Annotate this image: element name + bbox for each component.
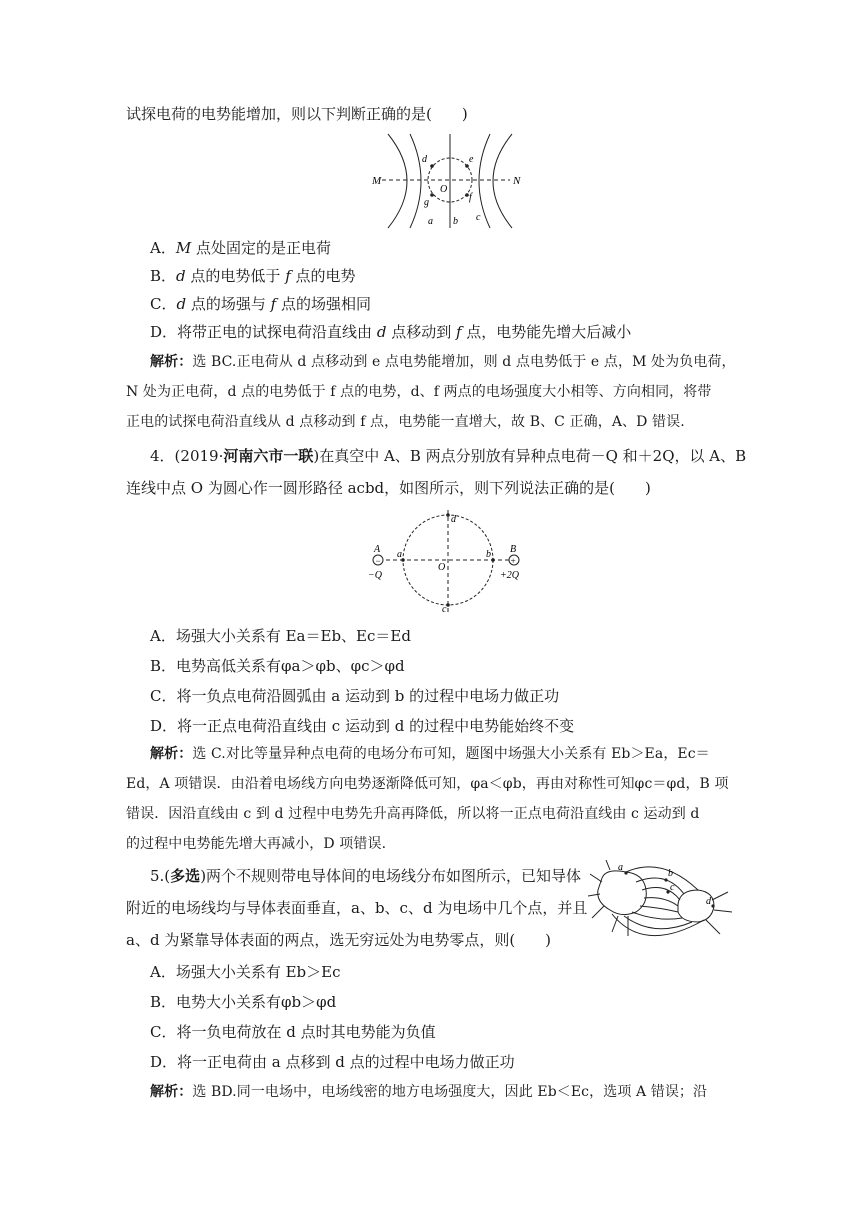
- q4-stem-line-1: 4．(2019·河南六市一联)在真空中 A、B 两点分别放有异种点电荷－Q 和＋2Q，以 A、B: [150, 447, 747, 465]
- q4-stem-line-2: 连线中点 O 为圆心作一圆形路径 acbd，如图所示，则下列说法正确的是( ): [126, 479, 651, 497]
- label-d: d: [706, 896, 711, 907]
- label-A: A: [374, 544, 381, 555]
- label-a: a: [618, 862, 623, 873]
- q3-option-c: C．d 点的场强与 f 点的场强相同: [150, 295, 371, 313]
- label-d: d: [422, 154, 427, 165]
- q3-option-b: B．d 点的电势低于 f 点的电势: [150, 267, 356, 285]
- q5-stem-line-3: a、d 为紧靠导体表面的两点，选无穷远处为电势零点，则( ): [126, 931, 552, 949]
- label-a: a: [428, 216, 433, 227]
- q3-solution-line-1: 解析：选 BC.正电荷从 d 点移动到 e 点电势能增加，则 d 点电势低于 e 点，M 处为负电荷，: [150, 354, 736, 370]
- q4-solution-line-3: 错误．因沿直线由 c 到 d 过程中电势先升高再降低，所以将一正点电荷沿直线由 c 运动到 d: [126, 806, 700, 822]
- plus-sign: +: [510, 556, 517, 566]
- q3-field-figure: [370, 132, 530, 230]
- label-c: c: [442, 604, 447, 614]
- label-f: f: [469, 192, 472, 203]
- solution-label: 解析：: [150, 354, 193, 370]
- q4-solution-line-1: 解析：选 C.对比等量异种点电荷的电场分布可知，题图中场强大小关系有 Eb＞Ea，Ec＝: [150, 746, 710, 762]
- q4-circle-figure: [366, 508, 526, 614]
- q4-option-a: A．场强大小关系有 Ea＝Eb、Ec＝Ed: [150, 627, 411, 645]
- q5-option-b: B．电势大小关系有φb＞φd: [150, 993, 337, 1011]
- label-M: M: [372, 175, 382, 187]
- q5-option-c: C．将一负电荷放在 d 点时其电势能为负值: [150, 1023, 436, 1041]
- label-O: O: [440, 184, 448, 195]
- label-g: g: [424, 197, 429, 208]
- q3-option-d: D．将带正电的试探电荷沿直线由 d 点移动到 f 点，电势能先增大后减小: [150, 323, 632, 341]
- q5-stem-line-2: 附近的电场线均与导体表面垂直，a、b、c、d 为电场中几个点，并且: [126, 899, 588, 917]
- label-b: b: [453, 216, 458, 227]
- solution-label: 解析：: [150, 1084, 193, 1100]
- q5-solution-line-1: 解析：选 BD.同一电场中，电场线密的地方电场强度大，因此 Eb＜Ec，选项 A 错误；沿: [150, 1084, 708, 1100]
- q4-option-b: B．电势高低关系有φa＞φb、φc＞φd: [150, 657, 405, 675]
- label-c: c: [670, 882, 675, 893]
- q5-conductor-field-figure: [588, 860, 736, 958]
- label-e: e: [469, 154, 474, 165]
- label-O: O: [438, 562, 446, 573]
- q4-source: 河南六市一联: [223, 447, 314, 465]
- q4-solution-line-4: 的过程中电势能先增大再减小，D 项错误.: [126, 836, 387, 852]
- q5-tag: 多选: [170, 867, 201, 885]
- q4-solution-line-2: Ed，A 项错误．由沿着电场线方向电势逐渐降低可知，φa＜φb，再由对称性可知φc＝φd，B 项: [126, 776, 729, 792]
- solution-label: 解析：: [150, 746, 193, 762]
- q5-option-a: A．场强大小关系有 Eb＞Ec: [150, 963, 341, 981]
- q3-option-a: A．M 点处固定的是正电荷: [150, 239, 331, 257]
- label-c: c: [476, 212, 481, 223]
- label-N: N: [513, 175, 521, 187]
- q5-stem-line-1: 5.(多选)两个不规则带电导体间的电场线分布如图所示，已知导体: [150, 867, 582, 885]
- q3-solution-line-3: 正电的试探电荷沿直线从 d 点移动到 f 点，电势能一直增大，故 B、C 正确，A、D 错误.: [126, 414, 685, 430]
- label-minus-q: −Q: [368, 570, 382, 581]
- minus-sign: −: [375, 556, 382, 566]
- q4-option-c: C．将一负点电荷沿圆弧由 a 运动到 b 的过程中电场力做正功: [150, 687, 560, 705]
- q5-option-d: D．将一正电荷由 a 点移到 d 点的过程中电场力做正功: [150, 1053, 515, 1071]
- label-b: b: [668, 868, 673, 879]
- q3-solution-line-2: N 处为正电荷，d 点的电势低于 f 点的电势，d、f 两点的电场强度大小相等、方向相同，将带: [126, 384, 712, 400]
- label-plus-2q: +2Q: [500, 570, 519, 581]
- label-B: B: [510, 544, 517, 555]
- label-b: b: [486, 549, 491, 560]
- label-a: a: [397, 549, 402, 560]
- q4-option-d: D．将一正点电荷沿直线由 c 运动到 d 的过程中电势能始终不变: [150, 717, 575, 735]
- label-d: d: [451, 514, 456, 525]
- q3-stem-tail: 试探电荷的电势能增加，则以下判断正确的是( ): [126, 105, 468, 123]
